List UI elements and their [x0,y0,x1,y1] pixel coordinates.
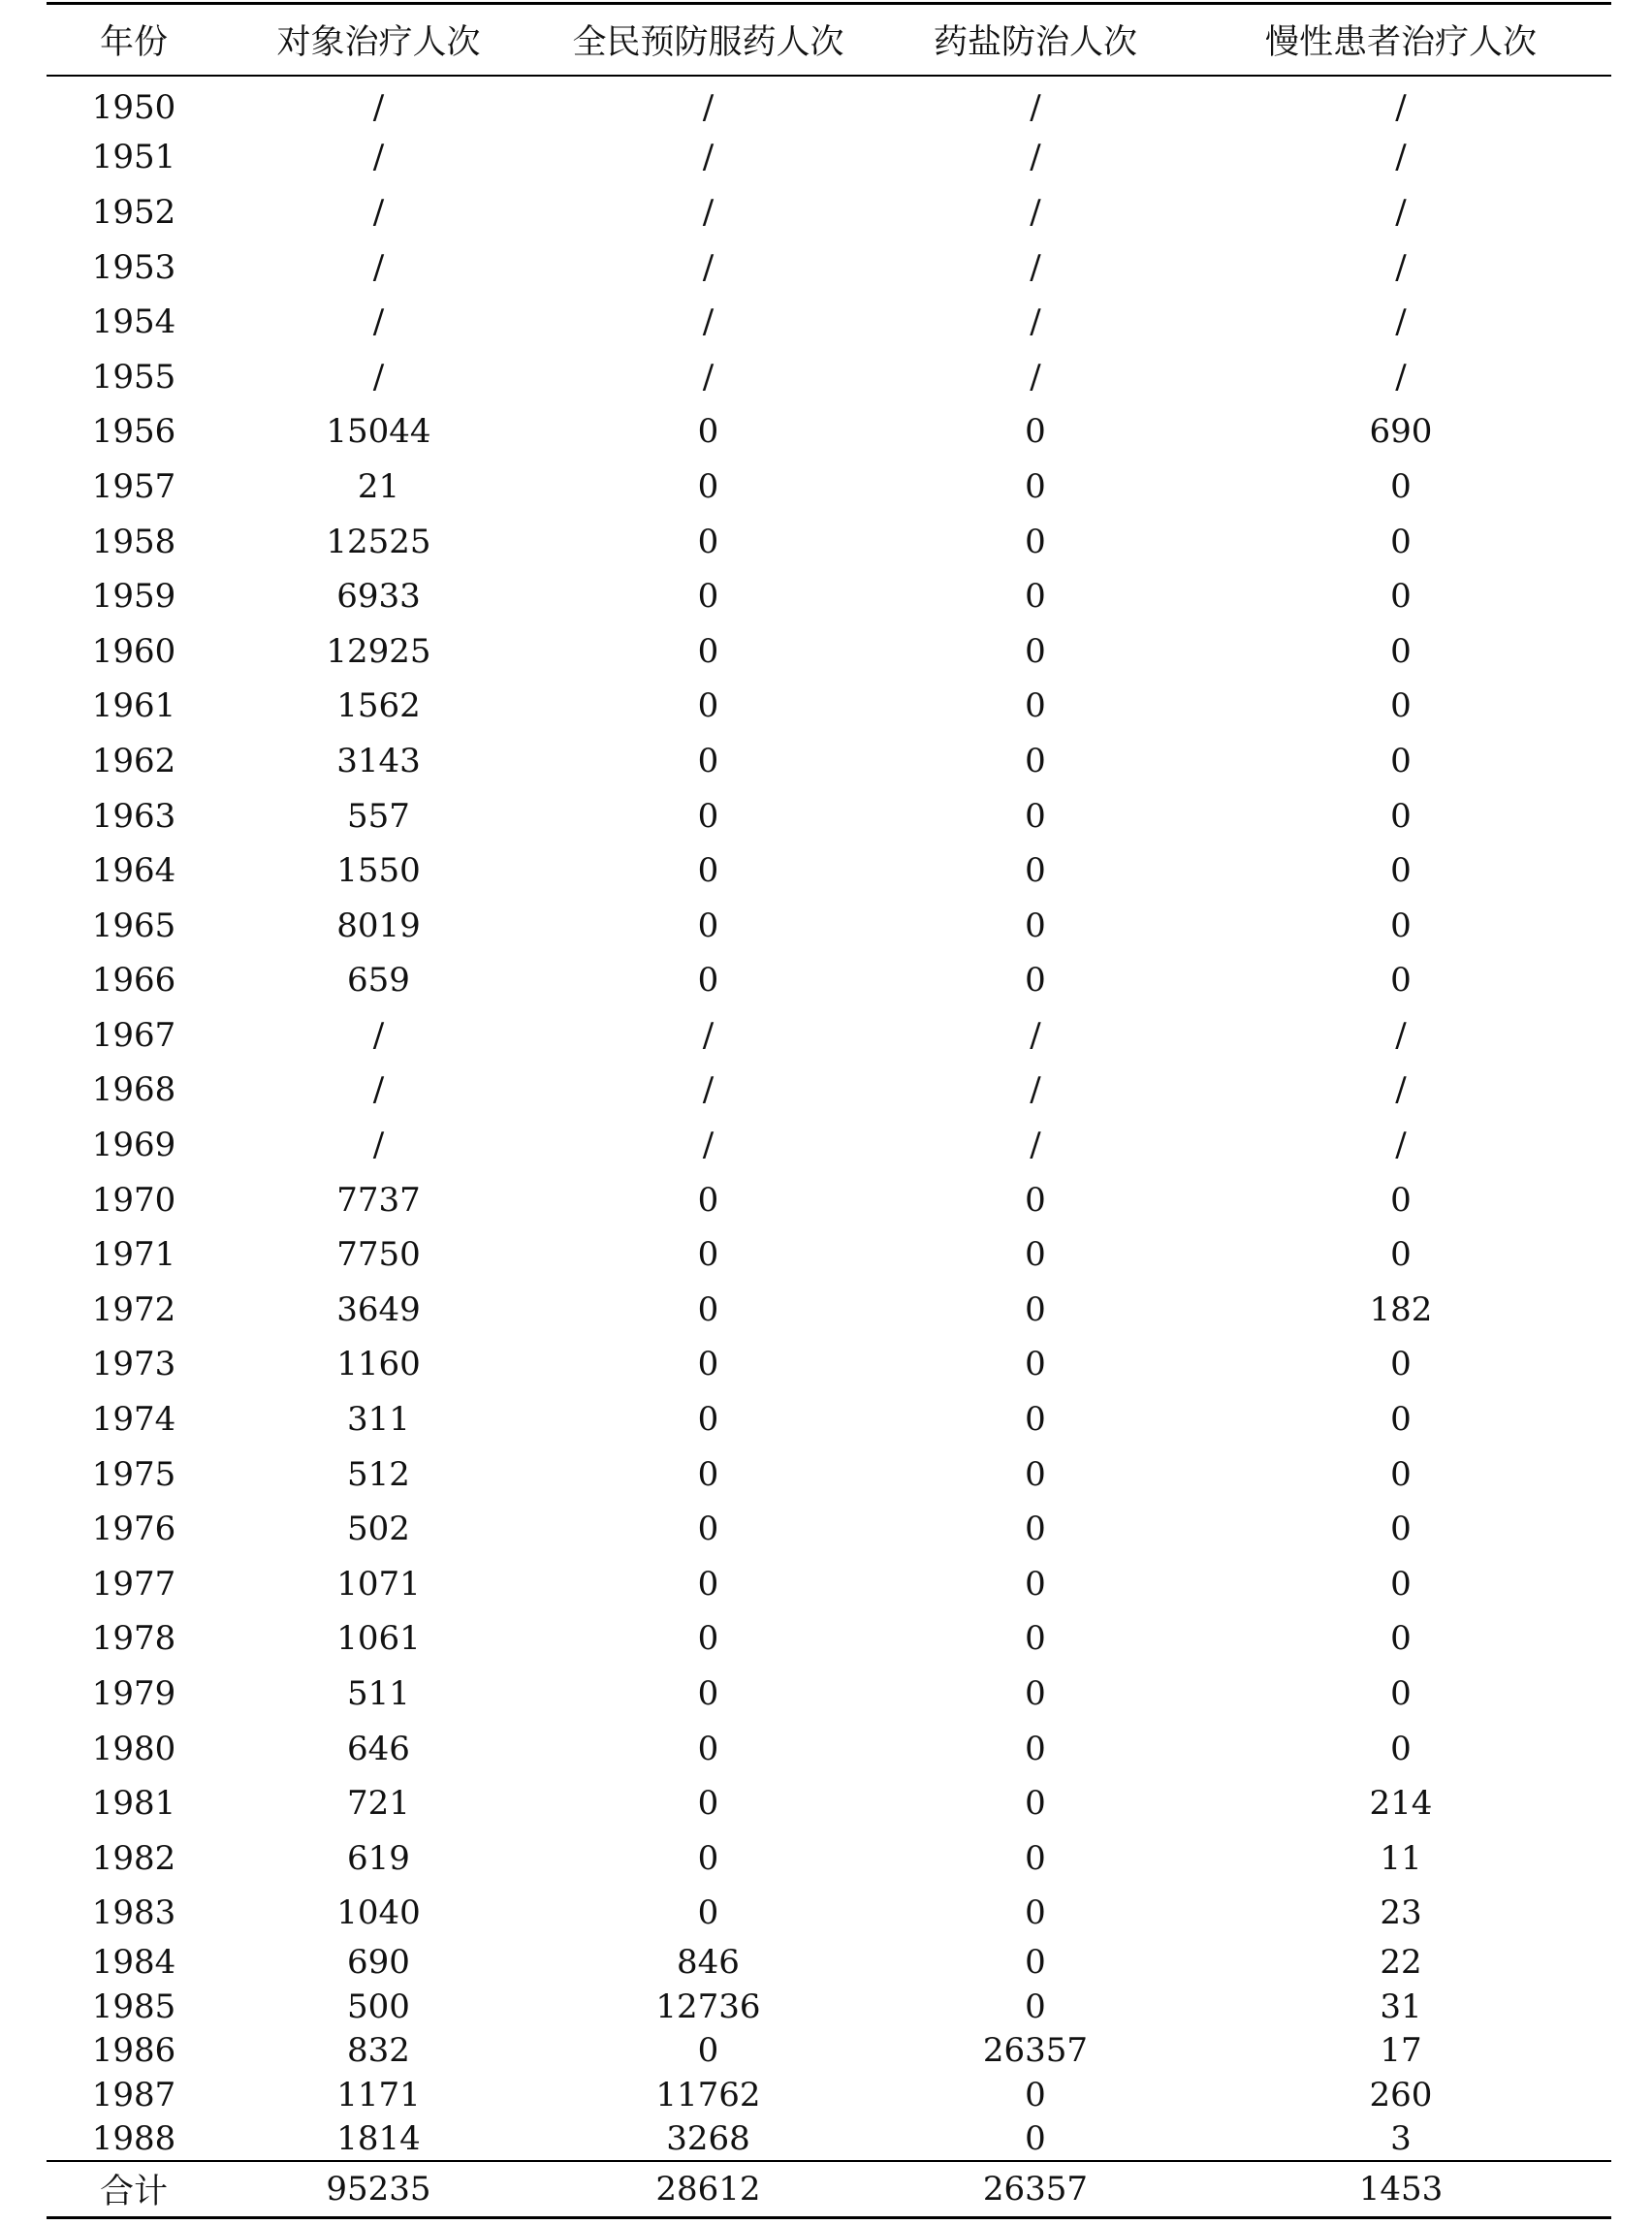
year-cell: 1986 [91,2031,176,2071]
table-row [47,1831,1611,1887]
value-cell: 0 [697,741,719,780]
value-cell: 7737 [336,1180,421,1220]
year-cell: 1957 [91,466,176,506]
value-cell: / [1030,1126,1041,1165]
value-cell: 15044 [326,412,431,452]
year-cell: 1979 [91,1674,176,1714]
value-cell: 0 [1390,1619,1412,1659]
table-header [47,4,1611,76]
value-cell: / [372,357,385,397]
value-cell: 0 [1025,412,1046,452]
value-cell: 0 [1025,1564,1046,1604]
value-cell: 0 [1025,1235,1046,1275]
year-cell: 1953 [91,247,176,287]
year-cell: 1955 [91,357,176,397]
year-cell: 1971 [91,1235,176,1275]
table-row [47,185,1611,240]
year-cell: 1965 [91,906,176,945]
table-row [47,623,1611,679]
table-row [47,239,1611,295]
table-row [47,1392,1611,1447]
table-row [47,1446,1611,1502]
table-row [47,1941,1611,1986]
value-cell: 0 [697,1564,719,1604]
table-row [47,1611,1611,1667]
value-cell: 0 [1390,1510,1412,1549]
value-cell: 500 [347,1987,410,2026]
value-cell: / [702,1070,715,1110]
value-cell: 0 [697,906,719,945]
value-cell: / [702,88,715,128]
year-cell: 1956 [91,412,176,452]
year-cell: 1968 [91,1070,176,1110]
value-cell: 646 [347,1729,410,1768]
table-row [47,404,1611,460]
year-cell: 1988 [91,2118,176,2158]
value-cell: 0 [1390,851,1412,891]
table-row [47,460,1611,515]
total-cell: 1453 [1191,2161,1611,2217]
year-cell: 1987 [91,2075,176,2114]
value-cell: / [1030,192,1041,232]
value-cell: 511 [347,1674,410,1714]
value-cell: 0 [697,851,719,891]
year-cell: 1967 [91,1015,176,1055]
table-row [47,953,1611,1008]
table-row [47,1721,1611,1776]
year-cell: 1969 [91,1126,176,1165]
table-row [47,1063,1611,1118]
value-cell: 1171 [336,2075,421,2114]
value-cell: 0 [1390,577,1412,617]
year-cell: 1972 [91,1289,176,1329]
value-cell: 502 [347,1510,410,1549]
value-cell: 17 [1380,2031,1422,2071]
table-body [47,76,1611,2162]
table-row [47,295,1611,350]
value-cell: 0 [1025,1987,1046,2026]
year-cell: 1981 [91,1784,176,1824]
value-cell: 0 [1025,1674,1046,1714]
value-cell: 0 [1390,1180,1412,1220]
value-cell: / [702,247,715,287]
value-cell: 0 [697,1893,719,1933]
year-cell: 1960 [91,631,176,671]
header-mass-preventive-medication: 全民预防服药人次 [536,4,880,76]
value-cell: 0 [697,1729,719,1768]
value-cell: 0 [1025,1289,1046,1329]
table-row [47,2117,1611,2162]
value-cell: / [1395,1070,1407,1110]
value-cell: 0 [1025,1619,1046,1659]
value-cell: 619 [347,1838,410,1878]
value-cell: 0 [697,1454,719,1494]
value-cell: 0 [697,631,719,671]
value-cell: 0 [697,796,719,836]
table-row [47,1502,1611,1557]
value-cell: 0 [1025,1454,1046,1494]
value-cell: 0 [1025,851,1046,891]
year-cell: 1977 [91,1564,176,1604]
value-cell: 0 [1025,1180,1046,1220]
total-row [47,2161,1611,2217]
table-row [47,1172,1611,1227]
total-cell: 26357 [880,2161,1191,2217]
value-cell: 21 [357,466,400,506]
table-row [47,1886,1611,1941]
table-row [47,569,1611,624]
value-cell: / [702,302,715,342]
value-cell: 0 [1025,1893,1046,1933]
table-row [47,2029,1611,2074]
value-cell: / [1030,1070,1041,1110]
value-cell: / [1395,138,1407,177]
value-cell: 1061 [336,1619,421,1659]
table-row [47,2073,1611,2117]
value-cell: 0 [1390,1345,1412,1384]
value-cell: 0 [697,1619,719,1659]
value-cell: 0 [697,1289,719,1329]
value-cell: 3 [1390,2118,1412,2158]
value-cell: 690 [347,1943,410,1983]
value-cell: 0 [1025,961,1046,1001]
value-cell: 22 [1380,1943,1422,1983]
year-cell: 1964 [91,851,176,891]
table-row [47,1227,1611,1283]
year-cell: 1982 [91,1838,176,1878]
value-cell: 0 [1025,577,1046,617]
value-cell: / [1395,88,1407,128]
year-cell: 1973 [91,1345,176,1384]
value-cell: 0 [1025,796,1046,836]
value-cell: 557 [347,796,410,836]
year-cell: 1952 [91,192,176,232]
table-row [47,1008,1611,1064]
table-row [47,734,1611,789]
value-cell: / [372,247,385,287]
value-cell: 0 [1390,466,1412,506]
header-medicated-salt: 药盐防治人次 [880,4,1191,76]
table-row [47,1337,1611,1392]
value-cell: 0 [697,466,719,506]
value-cell: 3143 [336,741,421,780]
year-cell: 1962 [91,741,176,780]
value-cell: 0 [1390,1729,1412,1768]
table-row [47,1118,1611,1173]
value-cell: 0 [1025,1345,1046,1384]
value-cell: / [702,192,715,232]
header-chronic-patient-treatment: 慢性患者治疗人次 [1191,4,1611,76]
table-row [47,349,1611,404]
year-cell: 1980 [91,1729,176,1768]
value-cell: 0 [697,1235,719,1275]
value-cell: 0 [697,961,719,1001]
value-cell: / [372,1070,385,1110]
value-cell: 0 [1025,2075,1046,2114]
year-cell: 1984 [91,1943,176,1983]
value-cell: 0 [697,1345,719,1384]
value-cell: 12525 [326,522,431,561]
value-cell: / [1030,1015,1041,1055]
value-cell: 6933 [336,577,421,617]
value-cell: / [702,357,715,397]
value-cell: 26357 [982,2031,1089,2071]
value-cell: 0 [1390,1564,1412,1604]
year-cell: 1975 [91,1454,176,1494]
year-cell: 1950 [91,88,176,128]
value-cell: 512 [347,1454,410,1494]
value-cell: 0 [1390,961,1412,1001]
value-cell: / [372,138,385,177]
table-row [47,898,1611,953]
value-cell: / [1395,247,1407,287]
value-cell: 0 [1025,631,1046,671]
value-cell: 0 [1025,1400,1046,1440]
total-cell: 95235 [221,2161,536,2217]
value-cell: / [1395,1015,1407,1055]
table-row [47,76,1611,131]
table-row [47,1985,1611,2029]
value-cell: / [1030,247,1041,287]
value-cell: 0 [697,412,719,452]
value-cell: 11762 [655,2075,761,2114]
value-cell: / [1030,138,1041,177]
value-cell: / [1395,192,1407,232]
year-cell: 1963 [91,796,176,836]
statistics-table [47,2,1611,2219]
year-cell: 1985 [91,1987,176,2026]
value-cell: 0 [697,577,719,617]
value-cell: / [372,1015,385,1055]
value-cell: 311 [347,1400,410,1440]
value-cell: 0 [697,1838,719,1878]
value-cell: 0 [1390,741,1412,780]
value-cell: 0 [697,1784,719,1824]
value-cell: / [1030,88,1041,128]
value-cell: 1814 [336,2118,421,2158]
value-cell: 846 [677,1943,740,1983]
year-cell: 1954 [91,302,176,342]
value-cell: 1040 [336,1893,421,1933]
value-cell: 214 [1369,1784,1433,1824]
value-cell: 0 [697,686,719,726]
value-cell: 0 [1025,741,1046,780]
value-cell: 0 [1390,906,1412,945]
value-cell: 3649 [336,1289,421,1329]
value-cell: 0 [1025,2118,1046,2158]
value-cell: 0 [1025,466,1046,506]
value-cell: 0 [1025,686,1046,726]
value-cell: 690 [1369,412,1433,452]
header-row [47,4,1611,76]
value-cell: / [372,192,385,232]
table-row [47,1557,1611,1612]
value-cell: 0 [697,1400,719,1440]
value-cell: 3268 [666,2118,750,2158]
value-cell: / [1030,357,1041,397]
year-cell: 1961 [91,686,176,726]
value-cell: 0 [1390,796,1412,836]
value-cell: 1550 [336,851,421,891]
year-cell: 1959 [91,577,176,617]
table-footer [47,2161,1611,2217]
value-cell: 0 [1025,1784,1046,1824]
value-cell: 0 [1025,522,1046,561]
year-cell: 1983 [91,1893,176,1933]
value-cell: 0 [1025,1943,1046,1983]
value-cell: 0 [1390,1235,1412,1275]
value-cell: / [1395,1126,1407,1165]
header-year: 年份 [47,4,221,76]
value-cell: 0 [1390,686,1412,726]
table-row [47,1283,1611,1338]
value-cell: 0 [1390,631,1412,671]
value-cell: / [702,138,715,177]
table-row [47,1667,1611,1722]
value-cell: 721 [347,1784,410,1824]
value-cell: / [372,88,385,128]
value-cell: 0 [1025,906,1046,945]
value-cell: 11 [1380,1838,1422,1878]
value-cell: 12925 [326,631,431,671]
year-cell: 1970 [91,1180,176,1220]
year-cell: 1976 [91,1510,176,1549]
value-cell: 0 [697,2031,719,2071]
value-cell: / [372,1126,385,1165]
year-cell: 1958 [91,522,176,561]
value-cell: 1071 [336,1564,421,1604]
year-cell: 1966 [91,961,176,1001]
value-cell: 23 [1380,1893,1422,1933]
value-cell: 260 [1369,2075,1433,2114]
value-cell: 0 [1390,522,1412,561]
value-cell: 182 [1369,1289,1433,1329]
value-cell: 0 [697,1674,719,1714]
value-cell: / [702,1015,715,1055]
value-cell: 8019 [336,906,421,945]
value-cell: 0 [1390,1454,1412,1494]
value-cell: / [1030,302,1041,342]
value-cell: 0 [1025,1729,1046,1768]
year-cell: 1978 [91,1619,176,1659]
value-cell: 7750 [336,1235,421,1275]
value-cell: 0 [1390,1400,1412,1440]
value-cell: 0 [697,522,719,561]
table-row [47,514,1611,569]
total-cell: 28612 [536,2161,880,2217]
value-cell: 0 [1025,1510,1046,1549]
value-cell: / [702,1126,715,1165]
table-row [47,788,1611,843]
total-label: 合计 [47,2161,221,2217]
table-row [47,130,1611,185]
value-cell: 0 [1390,1674,1412,1714]
value-cell: 0 [1025,1838,1046,1878]
value-cell: / [1395,357,1407,397]
value-cell: 1160 [336,1345,421,1384]
value-cell: 0 [697,1180,719,1220]
value-cell: 12736 [655,1987,761,2026]
table-row [47,843,1611,899]
value-cell: 31 [1380,1987,1422,2026]
header-targeted-treatment: 对象治疗人次 [221,4,536,76]
value-cell: 1562 [336,686,421,726]
value-cell: / [1395,302,1407,342]
year-cell: 1974 [91,1400,176,1440]
value-cell: 832 [347,2031,410,2071]
table-row [47,679,1611,734]
table-row [47,1776,1611,1831]
value-cell: 659 [347,961,410,1001]
year-cell: 1951 [91,138,176,177]
value-cell: / [372,302,385,342]
value-cell: 0 [697,1510,719,1549]
